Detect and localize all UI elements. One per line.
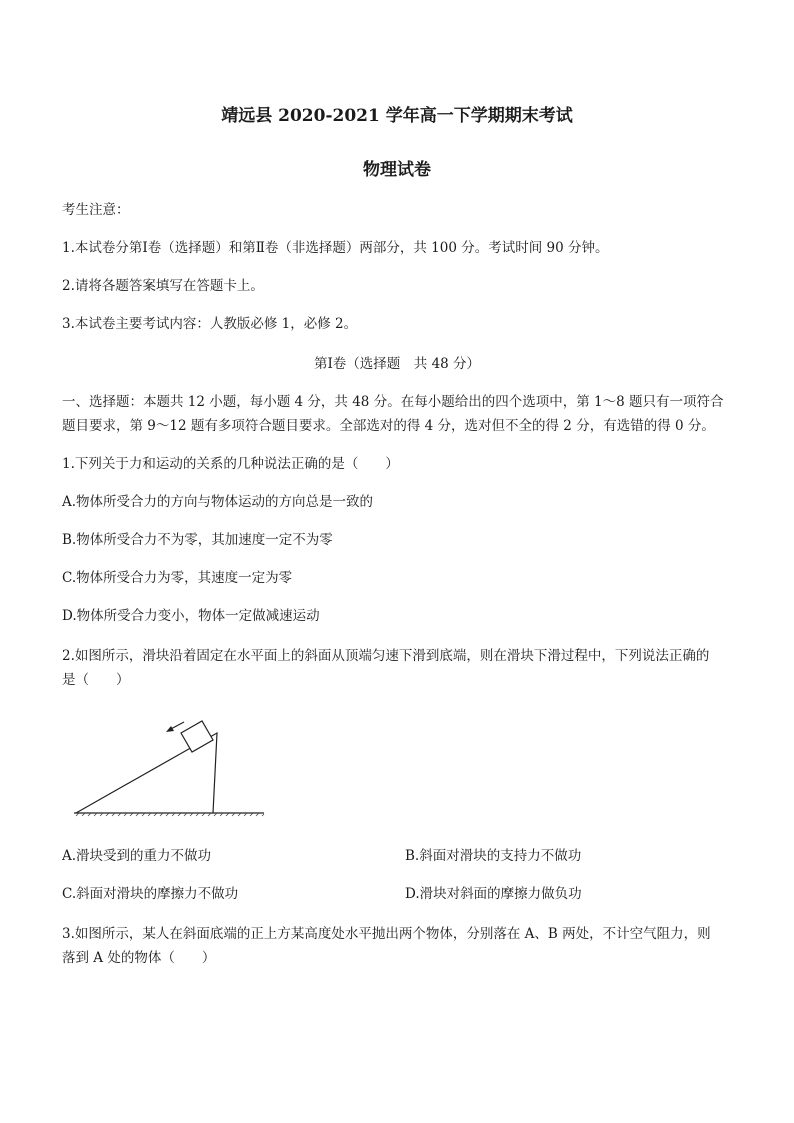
notice-heading: 考生注意： <box>62 202 130 218</box>
q2-options-row-2 <box>62 884 742 904</box>
q1-option-c: C.物体所受合力为零，其速度一定为零 <box>62 570 293 586</box>
notice-item-2: 2.请将各题答案填写在答题卡上。 <box>62 278 264 294</box>
q1-option-b: B.物体所受合力不为零，其加速度一定不为零 <box>62 532 333 548</box>
q1-option-a: A.物体所受合力的方向与物体运动的方向总是一致的 <box>62 494 374 510</box>
q2-option-c: C.斜面对滑块的摩擦力不做功 <box>62 886 239 902</box>
arrow-head-icon <box>166 726 174 732</box>
q2-option-d: D.滑块对斜面的摩擦力做负功 <box>405 886 582 902</box>
slider-block <box>181 721 213 752</box>
q2-stem-line-2: 是（ ） <box>62 672 130 688</box>
subject-title: 物理试卷 <box>363 160 431 180</box>
section-instructions-line-1: 一、选择题：本题共 12 小题，每小题 4 分，共 48 分。在每小题给出的四个选项中，第 1～8 题只有一项符合 <box>62 394 724 410</box>
incline-slider-figure <box>62 712 272 824</box>
section-title: 第Ⅰ卷（选择题 共 48 分） <box>313 356 481 372</box>
q1-option-d: D.物体所受合力变小，物体一定做减速运动 <box>62 608 320 624</box>
q2-option-a: A.滑块受到的重力不做功 <box>62 848 212 864</box>
section-instructions-line-2: 题目要求，第 9～12 题有多项符合题目要求。全部选对的得 4 分，选对但不全的得 2 分，有选错的得 0 分。 <box>62 418 715 434</box>
notice-item-1: 1.本试卷分第Ⅰ卷（选择题）和第Ⅱ卷（非选择题）两部分，共 100 分。考试时间 90 分钟。 <box>62 240 609 256</box>
q3-stem-line-1: 3.如图所示，某人在斜面底端的正上方某高度处水平抛出两个物体，分别落在 A、B 两处，不计空气阻力，则 <box>62 926 711 942</box>
q1-stem: 1.下列关于力和运动的关系的几种说法正确的是（ ） <box>62 456 399 472</box>
q3-stem-line-2: 落到 A 处的物体（ ） <box>62 950 216 966</box>
q2-options-row-1 <box>62 846 742 866</box>
notice-item-3: 3.本试卷主要考试内容：人教版必修 1，必修 2。 <box>62 316 358 332</box>
exam-title: 靖远县 2020-2021 学年高一下学期期末考试 <box>221 106 573 126</box>
q2-option-b: B.斜面对滑块的支持力不做功 <box>405 848 582 864</box>
q2-stem-line-1: 2.如图所示，滑块沿着固定在水平面上的斜面从顶端匀速下滑到底端，则在滑块下滑过程中，下列说法正确的 <box>62 648 710 664</box>
